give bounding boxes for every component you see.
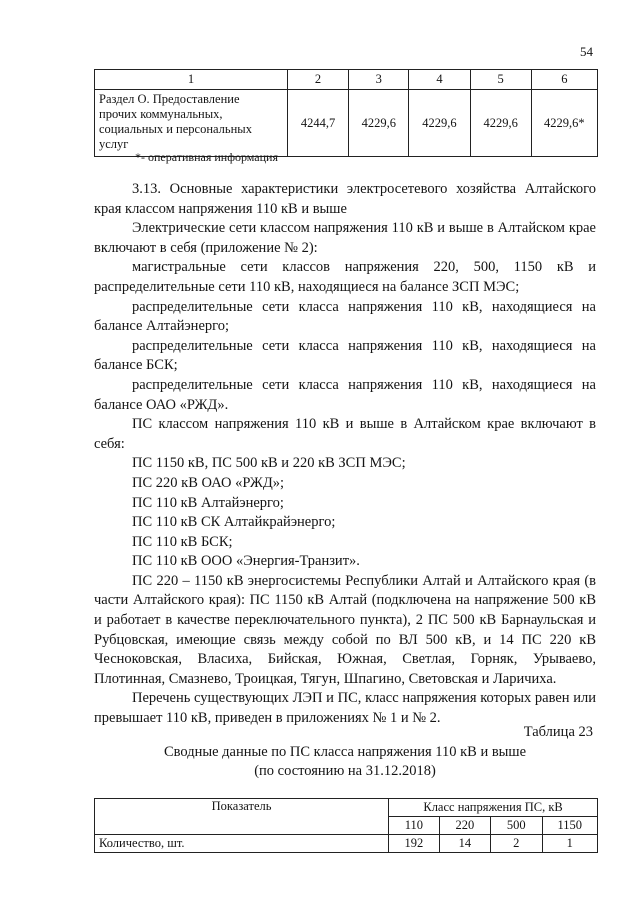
column-header: 110	[389, 817, 439, 835]
paragraph: Перечень существующих ЛЭП и ПС, класс напряжения которых равен или превышает 110 кВ, приведен в приложениях № 1 и № 2.	[94, 690, 596, 727]
row-label-line: Раздел О. Предоставление	[99, 92, 240, 106]
table-header-row	[95, 799, 598, 817]
paragraph: ПС 220 кВ ОАО «РЖД»;	[132, 474, 285, 491]
paragraph: ПС 110 кВ БСК;	[132, 533, 233, 550]
footnote: *- оперативная информация	[135, 150, 278, 164]
column-number: 1	[95, 70, 288, 90]
paragraph: ПС 110 кВ ООО «Энергия-Транзит».	[132, 553, 360, 570]
row-label-line: социальных и персональных	[99, 122, 252, 136]
table-cell: 1	[542, 835, 598, 853]
continuation-table	[94, 69, 598, 157]
column-header: 220	[439, 817, 490, 835]
body-text	[94, 180, 596, 729]
column-header: 1150	[542, 817, 598, 835]
paragraph: ПС 1150 кВ, ПС 500 кВ и 220 кВ ЗСП МЭС;	[132, 455, 406, 472]
row-label: Количество, шт.	[95, 835, 389, 853]
group-header: Класс напряжения ПС, кВ	[389, 799, 598, 817]
table-cell: 4229,6	[409, 90, 470, 157]
paragraph: распределительные сети класса напряжения 110 кВ, находящиеся на балансе ОАО «РЖД».	[94, 376, 596, 413]
table-title	[94, 743, 596, 781]
column-header: Показатель	[95, 799, 389, 835]
table-cell: 192	[389, 835, 439, 853]
paragraph: ПС 110 кВ СК Алтайкрайэнерго;	[132, 514, 336, 531]
section-heading: 3.13. Основные характеристики электросетевого хозяйства Алтайского края классом напряжения 110 кВ и выше	[94, 181, 596, 217]
table-row	[95, 835, 598, 853]
summary-table	[94, 798, 598, 853]
column-header: 500	[491, 817, 542, 835]
table-title-line: Сводные данные по ПС класса напряжения 110 кВ и выше	[163, 744, 527, 760]
paragraph: Электрические сети классом напряжения 110 кВ и выше в Алтайском крае включают в себя (приложение № 2):	[94, 220, 596, 256]
page-number: 54	[580, 44, 593, 59]
paragraph: ПС классом напряжения 110 кВ и выше в Алтайском крае включают в себя:	[94, 416, 596, 452]
table-cell: 4229,6	[470, 90, 531, 157]
paragraph: распределительные сети класса напряжения 110 кВ, находящиеся на балансе БСК;	[94, 337, 596, 374]
table-cell: 4229,6	[349, 90, 409, 157]
table-cell: 14	[439, 835, 490, 853]
paragraph: магистральные сети классов напряжения 220, 500, 1150 кВ и распределительные сети 110 кВ, находящиеся на балансе ЗСП МЭС;	[94, 259, 596, 295]
table-cell: 4229,6*	[531, 90, 597, 157]
column-number: 5	[470, 70, 531, 90]
paragraph: распределительные сети класса напряжения 110 кВ, находящиеся на балансе Алтайэнерго;	[94, 298, 596, 335]
table-number: Таблица 23	[523, 724, 593, 740]
column-number: 2	[287, 70, 348, 90]
column-number: 4	[409, 70, 470, 90]
row-label-line: услуг	[99, 137, 129, 151]
table-cell: 2	[491, 835, 542, 853]
table-row	[95, 90, 598, 157]
paragraph: ПС 110 кВ Алтайэнерго;	[132, 494, 284, 511]
row-label-line: прочих коммунальных,	[99, 107, 223, 121]
column-number: 6	[531, 70, 597, 90]
paragraph: ПС 220 – 1150 кВ энергосистемы Республики Алтай и Алтайского края (в части Алтайского края): ПС 1150 кВ Алтай (подключена на напряжение 500 кВ и работает в качестве переключательного пункта), 2 ПС 500 кВ Барнаульская и Рубцовская, имеющие связь между собой по ВЛ 500 кВ, и 14 ПС 220 кВ Чесноковская, Власиха, Бийская, Южная, Светлая, Горняк, Урываево, Плотинная, Смазнево, Троицкая, Тягун, Шпагино, Световская и Ларичиха.	[94, 572, 596, 687]
table-header-row	[95, 70, 598, 90]
row-label	[95, 90, 288, 157]
table-cell: 4244,7	[287, 90, 348, 157]
column-number: 3	[349, 70, 409, 90]
table-title-line: (по состоянию на 31.12.2018)	[254, 763, 436, 779]
